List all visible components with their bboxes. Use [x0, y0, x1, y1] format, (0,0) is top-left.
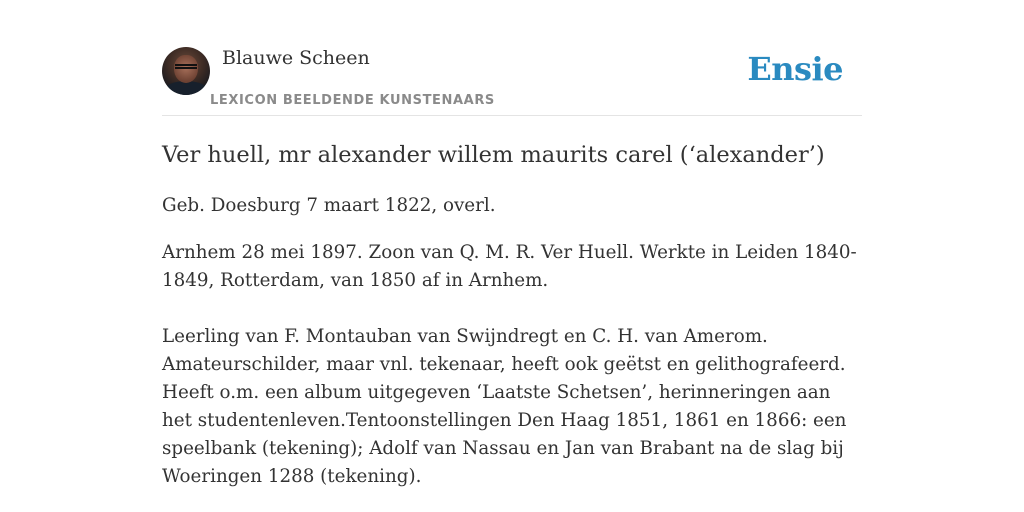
- collection-label[interactable]: LEXICON BEELDENDE KUNSTENAARS: [210, 93, 495, 108]
- brand-logo[interactable]: Ensie: [747, 50, 843, 88]
- author-avatar[interactable]: [162, 47, 210, 95]
- header-divider: [162, 115, 862, 116]
- avatar-glasses: [175, 64, 197, 69]
- article-paragraph-1: Geb. Doesburg 7 maart 1822, overl.: [162, 195, 496, 216]
- avatar-shirt: [164, 81, 208, 95]
- article-title: Ver huell, mr alexander willem maurits carel (‘alexander’): [162, 142, 825, 168]
- article-paragraph-3: Leerling van F. Montauban van Swijndregt en C. H. van Amerom. Amateurschilder, maar vnl. tekenaar, heeft ook geëtst en gelithografeerd. Heeft o.m. een album uitgegeven ‘Laatste Schetsen’, herinneringen aan het studentenleven.Tentoonstellingen Den Haag 1851, 1861 en 1866: een speelbank (tekening); Adolf van Nassau en Jan van Brabant na de slag bij Woeringen 1288 (tekening).: [162, 326, 847, 487]
- avatar-face: [174, 55, 198, 83]
- article-card: [162, 0, 862, 512]
- article-paragraph-2: Arnhem 28 mei 1897. Zoon van Q. M. R. Ver Huell. Werkte in Leiden 1840-1849, Rotterdam, van 1850 af in Arnhem.: [162, 242, 857, 291]
- author-name[interactable]: Blauwe Scheen: [222, 47, 370, 69]
